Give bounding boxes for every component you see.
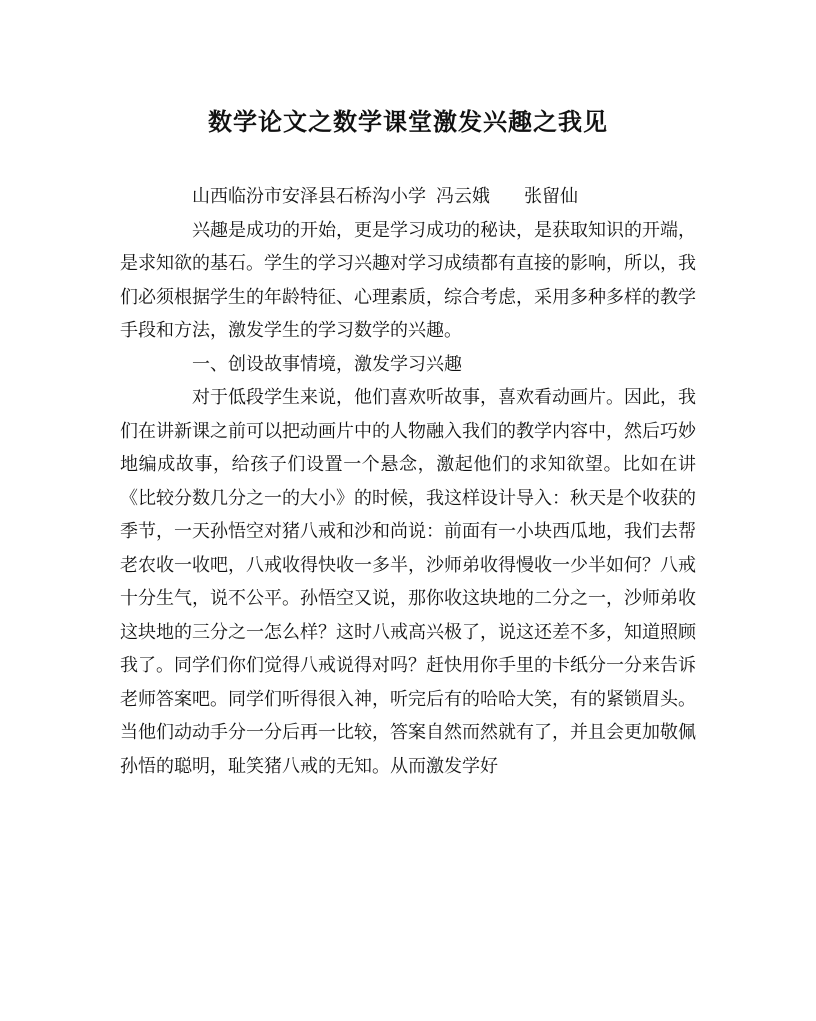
paragraph-intro: 兴趣是成功的开始，更是学习成功的秘诀，是获取知识的开端，是求知欲的基石。学生的学习兴趣对学习成绩都有直接的影响，所以，我们必须根据学生的年龄特征、心理素质，综合考虑，采用多种多样的教学手段和方法，激发学生的学习数学的兴趣。 xyxy=(120,219,696,341)
author-name-2: 张留仙 xyxy=(524,186,578,207)
author-line xyxy=(120,180,696,214)
paragraph-story: 对于低段学生来说，他们喜欢听故事，喜欢看动画片。因此，我们在讲新课之前可以把动画片中的人物融入我们的教学内容中，然后巧妙地编成故事，给孩子们设置一个悬念，激起他们的求知欲望。比如在讲《比较分数几分之一的大小》的时候，我这样设计导入：秋天是个收获的季节，一天孙悟空对猪八戒和沙和尚说：前面有一小块西瓜地，我们去帮老农收一收吧，八戒收得快收一多半，沙师弟收得慢收一少半如何？八戒十分生气，说不公平。孙悟空又说，那你收这块地的二分之一，沙师弟收这块地的三分之一怎么样？这时八戒高兴极了，说这还差不多，知道照顾我了。同学们你们觉得八戒说得对吗？赶快用你手里的卡纸分一分来告诉老师答案吧。同学们听得很入神，听完后有的哈哈大笑，有的紧锁眉头。当他们动动手分一分后再一比较，答案自然而然就有了，并且会更加敬佩孙悟的聪明，耻笑猪八戒的无知。从而激发学好 xyxy=(120,387,696,777)
section-heading-1: 一、创设故事情境，激发学习兴趣 xyxy=(192,353,462,375)
author-name-1: 冯云娥 xyxy=(436,186,490,207)
document-body xyxy=(120,180,696,783)
author-affiliation: 山西临汾市安泽县石桥沟小学 xyxy=(192,186,426,207)
document-title: 数学论文之数学课堂激发兴趣之我见 xyxy=(208,107,608,136)
